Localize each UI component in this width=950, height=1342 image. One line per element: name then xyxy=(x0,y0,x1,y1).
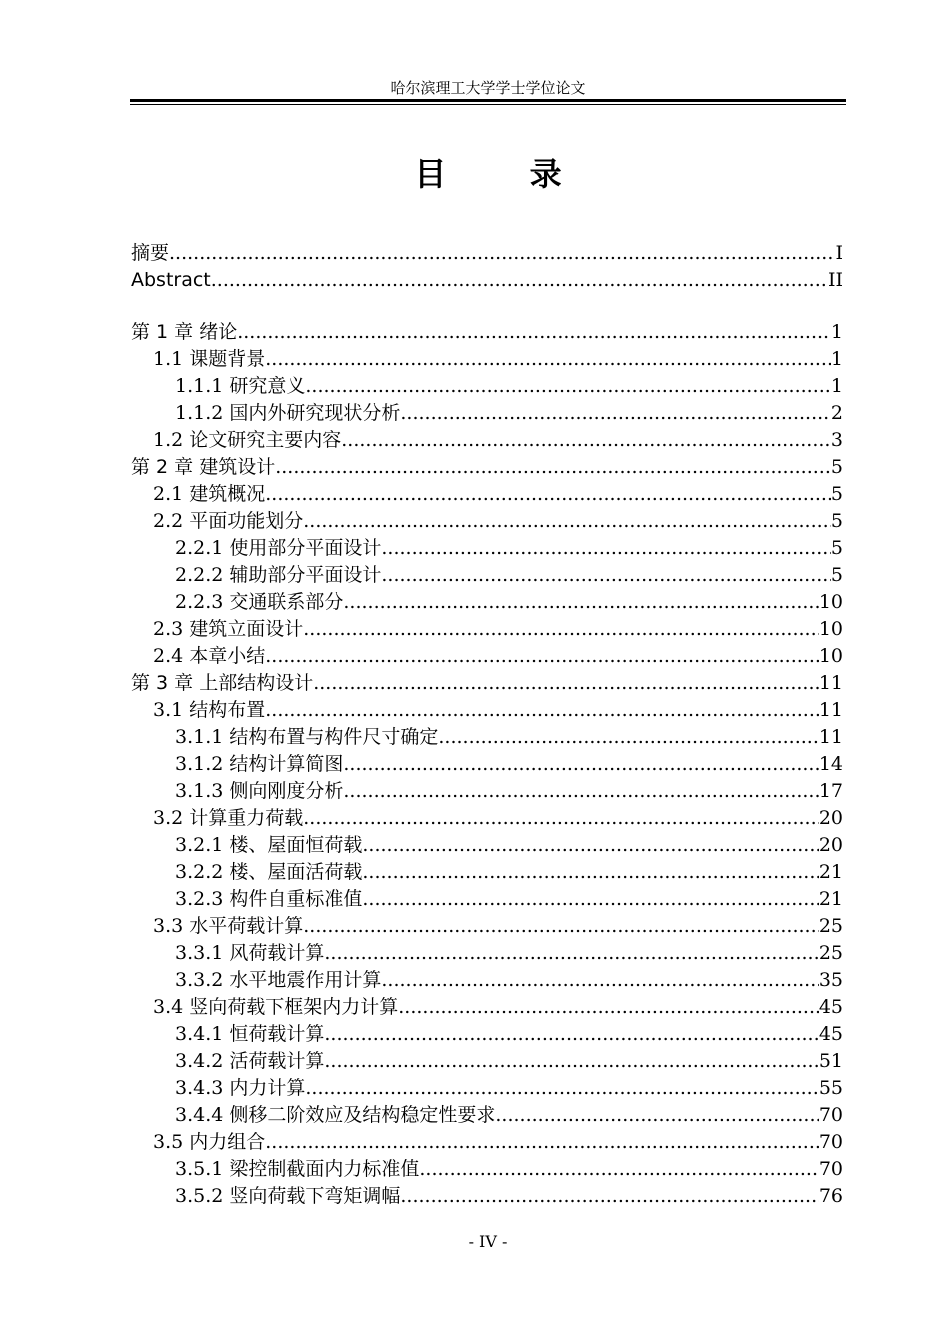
toc-entry-label: 2.3 建筑立面设计 xyxy=(153,618,304,640)
toc-entry-label: 2.2.3 交通联系部分 xyxy=(175,591,344,613)
toc-entry-page: 1 xyxy=(830,348,843,370)
toc-entry-label: 3.3.1 风荷载计算 xyxy=(175,942,325,964)
toc-entry-label: 1.1 课题背景 xyxy=(153,348,266,370)
toc-entry[interactable] xyxy=(131,805,843,832)
toc-leader-dots xyxy=(303,508,831,535)
toc-leader-dots xyxy=(211,267,828,294)
toc-entry-page: I xyxy=(835,242,843,264)
toc-leader-dots xyxy=(362,886,818,913)
toc-entry-page: 25 xyxy=(818,942,843,964)
toc-entry[interactable] xyxy=(131,1183,843,1210)
toc-leader-dots xyxy=(265,1129,819,1156)
toc-leader-dots xyxy=(313,670,819,697)
toc-leader-dots xyxy=(303,616,819,643)
toc-entry[interactable] xyxy=(131,1102,843,1129)
toc-leader-dots xyxy=(400,1183,818,1210)
toc-entry-label: 3.2 计算重力荷载 xyxy=(153,807,304,829)
toc-entry[interactable] xyxy=(131,859,843,886)
toc-entry[interactable] xyxy=(131,1021,843,1048)
toc-entry-page: 11 xyxy=(818,672,843,694)
toc-entry[interactable] xyxy=(131,724,843,751)
toc-entry[interactable] xyxy=(131,643,843,670)
toc-leader-dots xyxy=(324,1021,818,1048)
toc-entry-page: 45 xyxy=(818,996,843,1018)
toc-entry-page: 21 xyxy=(818,888,843,910)
toc-entry-page: 5 xyxy=(830,564,843,586)
toc-entry-page: 5 xyxy=(830,483,843,505)
toc-entry-label: 3.4.3 内力计算 xyxy=(175,1077,306,1099)
toc-entry-page: 5 xyxy=(830,510,843,532)
toc-entry-label: 2.2 平面功能划分 xyxy=(153,510,304,532)
header-rule-thick xyxy=(130,99,846,102)
toc-leader-dots xyxy=(305,1075,818,1102)
toc-entry-label: 3.5.2 竖向荷载下弯矩调幅 xyxy=(175,1185,401,1207)
toc-entry-label: 3.1 结构布置 xyxy=(153,699,266,721)
toc-entry[interactable] xyxy=(131,751,843,778)
toc-entry[interactable] xyxy=(131,346,843,373)
toc-entry-page: 14 xyxy=(818,753,843,775)
toc-entry-page: 5 xyxy=(830,456,843,478)
toc-leader-dots xyxy=(303,805,819,832)
toc-entry-page: 11 xyxy=(818,726,843,748)
toc-entry-label: Abstract xyxy=(131,269,211,291)
toc-entry-page: 3 xyxy=(830,429,843,451)
toc-entry[interactable] xyxy=(131,940,843,967)
toc-entry[interactable] xyxy=(131,832,843,859)
header-rule-thin xyxy=(130,104,846,105)
toc-entry-page: 70 xyxy=(818,1158,843,1180)
toc-leader-dots xyxy=(400,400,831,427)
toc-leader-dots xyxy=(303,913,819,940)
toc-leader-dots xyxy=(398,994,819,1021)
toc-leader-dots xyxy=(305,373,831,400)
toc-entry-label: 3.5 内力组合 xyxy=(153,1131,266,1153)
toc-leader-dots xyxy=(275,454,831,481)
toc-entry[interactable] xyxy=(131,886,843,913)
toc-entry-label: 3.4.2 活荷载计算 xyxy=(175,1050,325,1072)
toc-entry-page: 5 xyxy=(830,537,843,559)
toc-entry[interactable] xyxy=(131,427,843,454)
toc-entry-label: 2.1 建筑概况 xyxy=(153,483,266,505)
toc-leader-dots xyxy=(495,1102,818,1129)
toc-leader-dots xyxy=(343,751,818,778)
toc-entry[interactable] xyxy=(131,616,843,643)
toc-entry-label: 2.2.2 辅助部分平面设计 xyxy=(175,564,382,586)
toc-entry[interactable] xyxy=(131,994,843,1021)
toc-entry[interactable] xyxy=(131,697,843,724)
toc-entry-label: 3.2.1 楼、屋面恒荷载 xyxy=(175,834,363,856)
toc-entry-page: 35 xyxy=(818,969,843,991)
toc-entry-page: 70 xyxy=(818,1104,843,1126)
toc-leader-dots xyxy=(265,697,819,724)
toc-entry-page: 1 xyxy=(830,375,843,397)
toc-entry-label: 第 3 章 上部结构设计 xyxy=(131,672,314,694)
toc-entry-label: 3.4.1 恒荷载计算 xyxy=(175,1023,325,1045)
toc-entry-label: 3.4 竖向荷载下框架内力计算 xyxy=(153,996,399,1018)
toc-entry-label: 1.1.1 研究意义 xyxy=(175,375,306,397)
toc-entry[interactable] xyxy=(131,535,843,562)
toc-entry[interactable] xyxy=(131,778,843,805)
toc-entry[interactable] xyxy=(131,240,843,267)
toc-entry[interactable] xyxy=(131,400,843,427)
toc-entry-page: 10 xyxy=(818,645,843,667)
toc-entry-label: 1.1.2 国内外研究现状分析 xyxy=(175,402,401,424)
toc-entry[interactable] xyxy=(131,1075,843,1102)
toc-entry-label: 3.2.3 构件自重标准值 xyxy=(175,888,363,910)
toc-leader-dots xyxy=(381,562,831,589)
toc-entry-page: II xyxy=(827,269,843,291)
toc-entry-label: 3.2.2 楼、屋面活荷载 xyxy=(175,861,363,883)
toc-leader-dots xyxy=(362,832,818,859)
toc-entry[interactable] xyxy=(131,267,843,294)
toc-entry-label: 摘要 xyxy=(131,242,170,264)
toc-entry-label: 3.1.1 结构布置与构件尺寸确定 xyxy=(175,726,439,748)
toc-leader-dots xyxy=(419,1156,818,1183)
toc-entry[interactable] xyxy=(131,508,843,535)
toc-entry-label: 3.4.4 侧移二阶效应及结构稳定性要求 xyxy=(175,1104,496,1126)
toc-title: 目 录 xyxy=(414,155,598,193)
toc-entry[interactable] xyxy=(131,589,843,616)
toc-leader-dots xyxy=(237,319,831,346)
toc-entry-page: 10 xyxy=(818,591,843,613)
toc-entry[interactable] xyxy=(131,1156,843,1183)
toc-entry[interactable] xyxy=(131,1048,843,1075)
toc-entry-page: 20 xyxy=(818,807,843,829)
toc-entry-label: 3.3.2 水平地震作用计算 xyxy=(175,969,382,991)
toc-entry[interactable] xyxy=(131,454,843,481)
toc-leader-dots xyxy=(265,346,831,373)
toc-entry-label: 3.3 水平荷载计算 xyxy=(153,915,304,937)
toc-leader-dots xyxy=(265,481,831,508)
toc-leader-dots xyxy=(343,778,818,805)
toc-leader-dots xyxy=(362,859,818,886)
toc-entry[interactable] xyxy=(131,1129,843,1156)
toc-entry-page: 17 xyxy=(818,780,843,802)
toc-entry-label: 2.2.1 使用部分平面设计 xyxy=(175,537,382,559)
toc-leader-dots xyxy=(169,240,835,267)
toc-entry-page: 51 xyxy=(818,1050,843,1072)
toc-entry-label: 第 2 章 建筑设计 xyxy=(131,456,276,478)
toc-leader-dots xyxy=(265,643,819,670)
toc-entry[interactable] xyxy=(131,562,843,589)
toc-leader-dots xyxy=(324,940,818,967)
toc-entry-page: 45 xyxy=(818,1023,843,1045)
toc-entry-page: 20 xyxy=(818,834,843,856)
toc-leader-dots xyxy=(381,535,831,562)
toc-entry-page: 2 xyxy=(830,402,843,424)
toc-entry-label: 2.4 本章小结 xyxy=(153,645,266,667)
toc-entry-label: 第 1 章 绪论 xyxy=(131,321,238,343)
toc-entry-page: 10 xyxy=(818,618,843,640)
toc-leader-dots xyxy=(324,1048,818,1075)
table-of-contents xyxy=(131,240,843,1210)
toc-entry-page: 21 xyxy=(818,861,843,883)
toc-entry-label: 3.5.1 梁控制截面内力标准值 xyxy=(175,1158,420,1180)
toc-leader-dots xyxy=(381,967,818,994)
toc-leader-dots xyxy=(438,724,818,751)
toc-entry[interactable] xyxy=(131,481,843,508)
toc-entry-label: 3.1.3 侧向刚度分析 xyxy=(175,780,344,802)
toc-entry[interactable] xyxy=(131,373,843,400)
toc-entry-page: 11 xyxy=(818,699,843,721)
toc-entry[interactable] xyxy=(131,913,843,940)
toc-entry-page: 25 xyxy=(818,915,843,937)
toc-entry[interactable] xyxy=(131,670,843,697)
footer-page-number: - IV - xyxy=(468,1232,508,1251)
toc-entry-page: 55 xyxy=(818,1077,843,1099)
toc-entry[interactable] xyxy=(131,967,843,994)
toc-leader-dots xyxy=(341,427,831,454)
header-title: 哈尔滨理工大学学士学位论文 xyxy=(390,79,586,97)
toc-entry-label: 3.1.2 结构计算简图 xyxy=(175,753,344,775)
toc-entry-page: 76 xyxy=(818,1185,843,1207)
toc-entry-page: 70 xyxy=(818,1131,843,1153)
toc-entry-label: 1.2 论文研究主要内容 xyxy=(153,429,342,451)
toc-entry[interactable] xyxy=(131,319,843,346)
toc-entry-page: 1 xyxy=(830,321,843,343)
toc-leader-dots xyxy=(343,589,818,616)
